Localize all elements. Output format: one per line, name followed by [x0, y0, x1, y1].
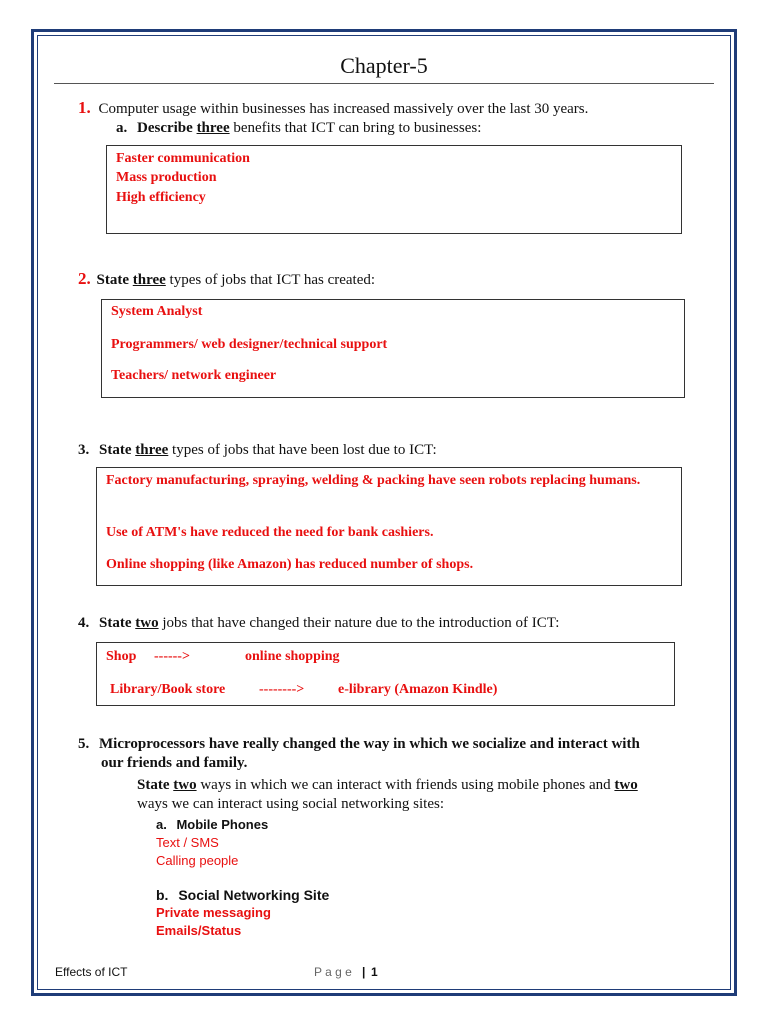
title-divider [54, 83, 714, 84]
footer-page-word: P a g e [314, 965, 352, 979]
answer-4-1-to: online shopping [245, 649, 340, 664]
question-2-post: types of jobs that ICT has created: [165, 272, 376, 288]
question-3-underlined: three [135, 442, 169, 458]
question-1a-pre: Describe [137, 120, 193, 136]
question-5b-heading [156, 887, 329, 903]
question-5-state-pre: State [137, 777, 170, 793]
question-1 [78, 98, 588, 119]
answer-3-1: Factory manufacturing, spraying, welding & packing have seen robots replacing humans. [106, 473, 641, 488]
question-4-post: jobs that have changed their nature due to the introduction of ICT: [158, 615, 560, 631]
answer-2-1: System Analyst [111, 304, 203, 319]
question-4 [78, 613, 559, 633]
question-5-state-line-2: ways we can interact using social networking sites: [137, 796, 445, 812]
footer-left: Effects of ICT [55, 965, 128, 979]
question-5-state-underlined-2: two [614, 777, 638, 793]
answer-3-2: Use of ATM's have reduced the need for bank cashiers. [106, 525, 434, 540]
page-title: Chapter-5 [340, 53, 428, 78]
answer-4-2-from: Library/Book store [110, 682, 226, 697]
answer-4-1-arrow: ------> [154, 649, 190, 664]
question-5-state-mid: ways in which we can interact with friends using mobile phones and [196, 777, 611, 793]
question-5a-item-2: Calling people [156, 853, 239, 868]
question-5b-label: b. [156, 887, 169, 903]
question-5-state-underlined-1: two [173, 777, 197, 793]
question-1a-underlined: three [196, 120, 230, 136]
question-3-pre: State [99, 442, 132, 458]
question-5b-title: Social Networking Site [178, 887, 330, 903]
question-4-number: 4. [78, 615, 90, 631]
question-5-line-2: our friends and family. [101, 755, 248, 771]
answer-4-2-arrow: --------> [259, 682, 305, 697]
question-1a-label: a. [116, 120, 128, 136]
question-5a-heading [156, 817, 268, 832]
answer-2-3: Teachers/ network engineer [111, 368, 277, 383]
question-4-underlined: two [135, 615, 159, 631]
question-2-pre: State [96, 272, 129, 288]
question-5-number: 5. [78, 736, 90, 752]
question-1-text: Computer usage within businesses has increased massively over the last 30 years. [98, 101, 589, 117]
answer-2-2: Programmers/ web designer/technical support [111, 337, 388, 352]
footer-page-number: 1 [371, 965, 378, 979]
answer-3-3: Online shopping (like Amazon) has reduced number of shops. [106, 557, 474, 572]
footer-separator: | [362, 965, 366, 979]
question-3-post: types of jobs that have been lost due to ICT: [168, 442, 437, 458]
question-5-state [137, 775, 638, 795]
answer-1-1: Faster communication [116, 151, 250, 166]
question-5-line-2-wrap [101, 753, 247, 773]
question-3 [78, 440, 437, 460]
question-2 [78, 269, 375, 290]
question-1-number: 1. [78, 98, 91, 117]
answer-4-2-to: e-library (Amazon Kindle) [338, 682, 498, 697]
question-5b-item-2: Emails/Status [156, 923, 242, 938]
question-2-underlined: three [132, 272, 166, 288]
question-1a-post: benefits that ICT can bring to businesses: [229, 120, 482, 136]
question-5a-label: a. [156, 817, 167, 832]
question-5a-item-1: Text / SMS [156, 835, 219, 850]
question-5a-title: Mobile Phones [176, 817, 269, 832]
answer-4-1-from: Shop [106, 649, 137, 664]
question-5 [78, 734, 640, 754]
answer-1-3: High efficiency [116, 190, 206, 205]
question-5b-item-1: Private messaging [156, 905, 271, 920]
question-4-pre: State [99, 615, 132, 631]
question-2-number: 2. [78, 269, 91, 288]
question-5-line-1: Microprocessors have really changed the way in which we socialize and interact with [99, 736, 640, 752]
question-3-number: 3. [78, 442, 90, 458]
question-1a [116, 118, 481, 138]
answer-1-2: Mass production [116, 170, 217, 185]
